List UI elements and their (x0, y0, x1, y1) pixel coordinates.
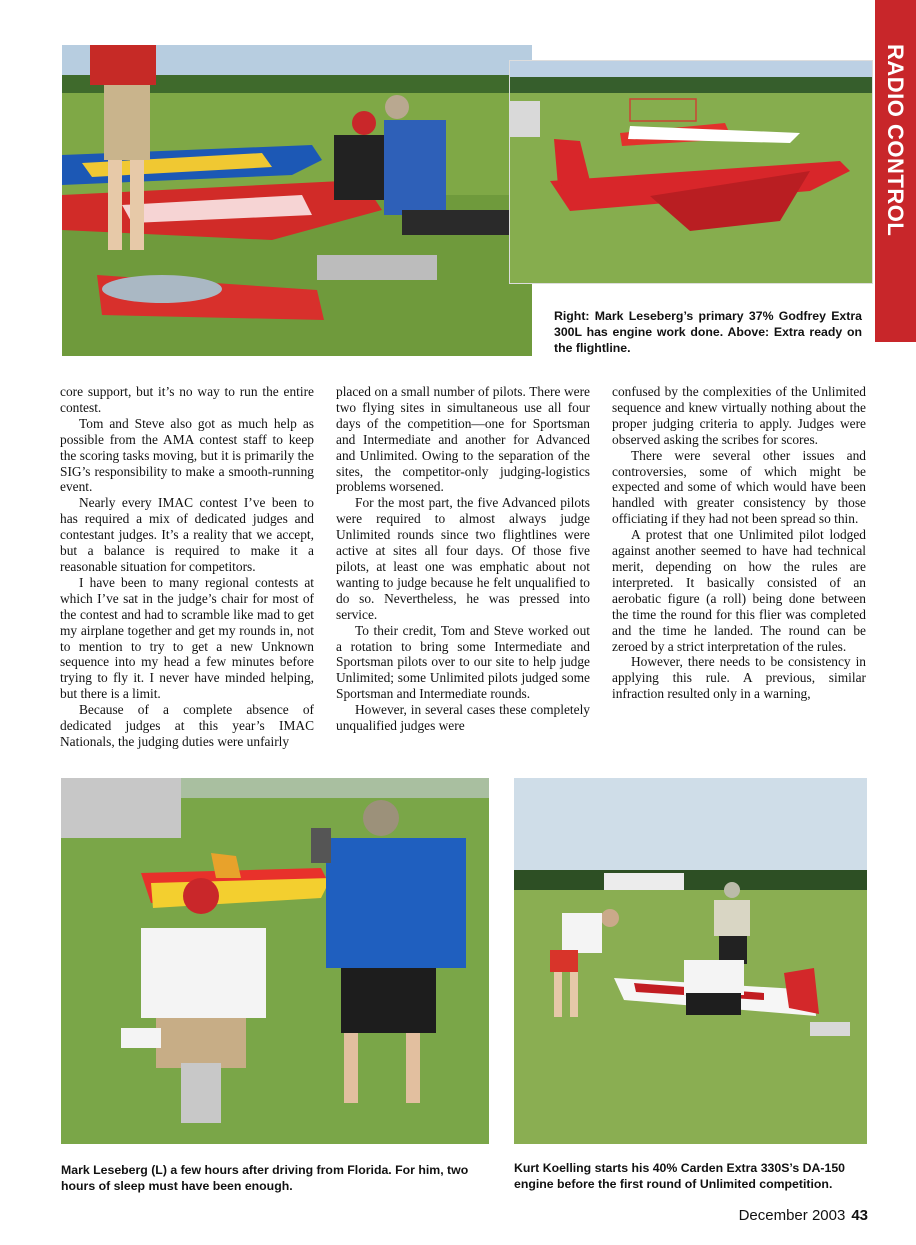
photo-extra-flightline (509, 60, 873, 284)
article-column-3 (612, 384, 866, 702)
paragraph: placed on a small number of pilots. There were two flying sites in simultaneous use all four days of the competition—one for Sportsman and Intermediate and another for Advanced and Unlimited. Owing to the separation of the sites, the competitor-only judging-logistics problems worsened. (336, 384, 590, 495)
page-footer (739, 1207, 868, 1224)
article-column-2 (336, 384, 590, 734)
paragraph: confused by the complexities of the Unlimited sequence and knew virtually nothing about the proper judging criteria to apply. Judges were observed asking the scribes for scores. (612, 384, 866, 447)
paragraph: For the most part, the five Advanced pilots were required to almost always judge Unlimited rounds since two flightlines were active at sites all four days. Of those five pilots, at least one was emphatic about not wanting to judge because he felt unqualified to do so. Nevertheless, he was pressed into service. (336, 495, 590, 622)
section-tab-label: RADIO CONTROL (883, 44, 908, 237)
photo-mark-leseberg (61, 778, 489, 1144)
paragraph: To their credit, Tom and Steve worked out a rotation to bring some Intermediate and Sportsman pilots over to our site to help judge Unlimited; some Unlimited pilots judged some Sportsman and Intermediate rounds. (336, 622, 590, 702)
paragraph: core support, but it’s no way to run the entire contest. (60, 384, 314, 415)
page-number: 43 (851, 1207, 868, 1224)
photo-kurt-koelling (514, 778, 867, 1144)
paragraph: Because of a complete absence of dedicated judges at this year’s IMAC Nationals, the judging duties were unfairly (60, 702, 314, 749)
paragraph: There were several other issues and controversies, some of which might be expected and some of which would have been handled with greater consistency by those officiating if they had not been spread so thin. (612, 447, 866, 527)
paragraph: Tom and Steve also got as much help as possible from the AMA contest staff to keep the scoring tasks moving, but it is primarily the SIG’s responsibility to make a smooth-running event. (60, 415, 314, 495)
issue-date: December 2003 (738, 1207, 846, 1224)
paragraph: Nearly every IMAC contest I’ve been to has required a mix of dedicated judges and contestant judges. It’s a reality that we accept, but a balance is required to make it a reasonable situation for competitors. (60, 495, 314, 574)
paragraph: A protest that one Unlimited pilot lodged against another seemed to have had technical merit, depending on how the rules are interpreted. It basically consisted of an aerobatic figure (a roll) being done between the time the round for this flier was completed and the time he landed. The round can be zeroed by a strict interpretation of the rules. (612, 527, 866, 654)
article-column-1 (60, 384, 314, 750)
paragraph: However, there needs to be consistency in applying this rule. A previous, similar infraction resulted only in a warning, (612, 654, 866, 702)
section-tab (875, 0, 916, 342)
caption-bottom-right: Kurt Koelling starts his 40% Carden Extra 330S’s DA-150 engine before the first round of Unlimited competition. (514, 1161, 845, 1191)
caption-bottom-left: Mark Leseberg (L) a few hours after driving from Florida. For him, two hours of sleep must have been enough. (61, 1163, 469, 1193)
photo-engine-work (62, 45, 532, 356)
paragraph: I have been to many regional contests at which I’ve sat in the judge’s chair for most of the contest and had to scramble like mad to get my airplane together and get my rounds in, not to mention to try to get a new Unknown sequence into my head a few minutes before trying to fly it. I never have minded helping, but there is a limit. (60, 574, 314, 702)
caption-top: Right: Mark Leseberg’s primary 37% Godfrey Extra 300L has engine work done. Above: Extra ready on the flightline. (554, 309, 862, 355)
paragraph: However, in several cases these completely unqualified judges were (336, 702, 590, 734)
